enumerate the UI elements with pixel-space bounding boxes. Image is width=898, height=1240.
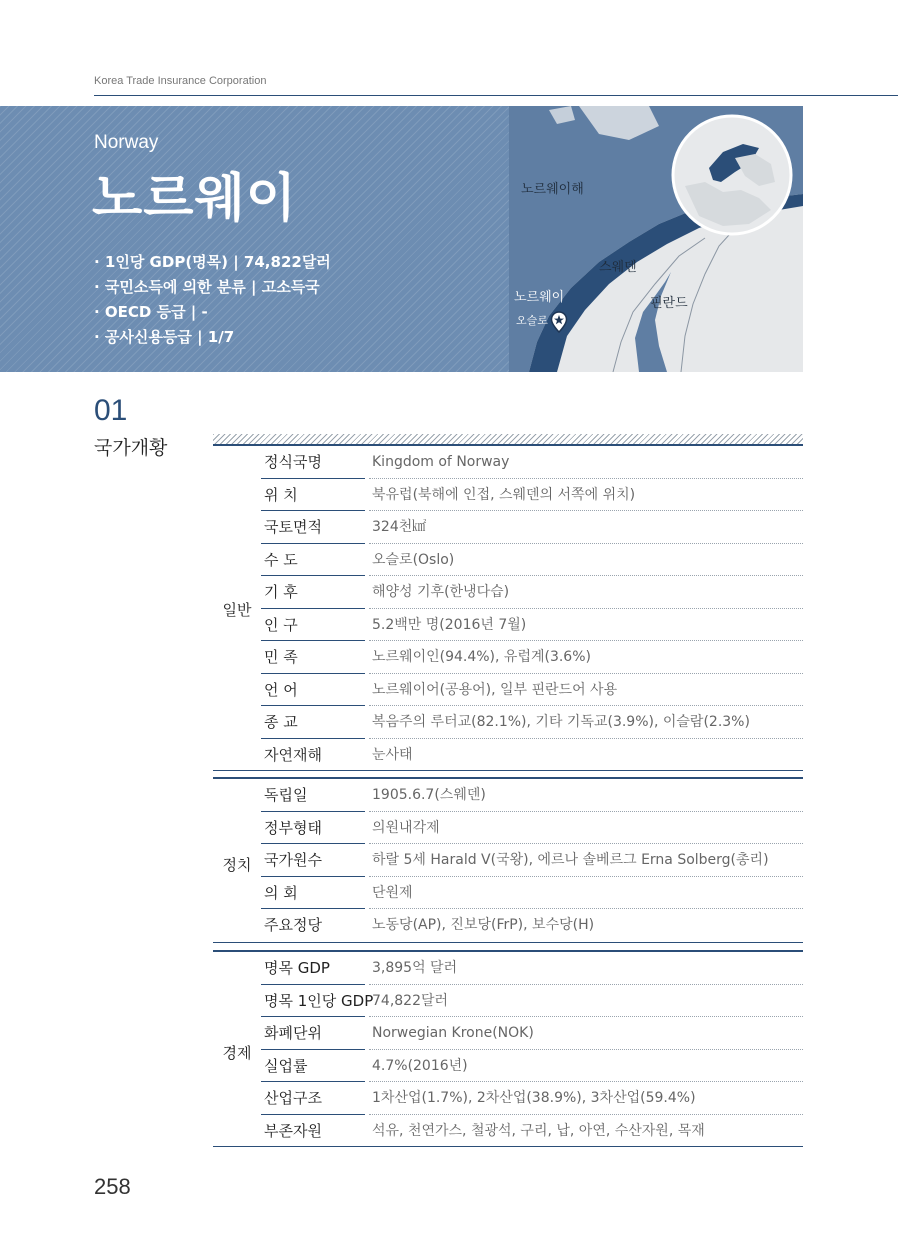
row-key: 인 구 [264, 615, 298, 634]
header-org: Korea Trade Insurance Corporation [94, 75, 267, 87]
info-row [261, 609, 803, 642]
info-row [261, 641, 803, 674]
row-value: 단원제 [372, 884, 413, 901]
row-key: 명목 GDP [264, 959, 330, 977]
location-pin-icon [550, 311, 568, 333]
info-row [261, 844, 803, 877]
fact-gdp: · 1인당 GDP(명목) | 74,822달러 [94, 253, 331, 271]
info-row [261, 779, 803, 812]
row-value: 복음주의 루터교(82.1%), 기타 기독교(3.9%), 이슬람(2.3%) [372, 714, 750, 730]
info-row [261, 1017, 803, 1050]
row-key: 의 회 [264, 883, 298, 902]
row-key: 화폐단위 [264, 1024, 322, 1042]
row-value: 324천㎢ [372, 519, 427, 535]
row-key: 정부형태 [264, 818, 322, 837]
row-value: 노동당(AP), 진보당(FrP), 보수당(H) [372, 917, 595, 933]
row-value: 5.2백만 명(2016년 7월) [372, 616, 527, 633]
info-row [261, 576, 803, 609]
row-key: 국토면적 [264, 518, 322, 536]
info-row [261, 1082, 803, 1115]
row-value: 1차산업(1.7%), 2차산업(38.9%), 3차산업(59.4%) [372, 1090, 696, 1106]
row-key: 위 치 [264, 485, 298, 504]
info-row [261, 1115, 803, 1148]
info-row [261, 739, 803, 772]
map-label-oslo: 오슬로 [516, 314, 548, 327]
info-row [261, 479, 803, 512]
row-value: Kingdom of Norway [372, 454, 510, 470]
row-value: 노르웨이인(94.4%), 유럽계(3.6%) [372, 649, 591, 665]
map-label-norway: 노르웨이 [514, 290, 565, 305]
group-politics [213, 770, 803, 940]
row-value: 오슬로(Oslo) [372, 551, 455, 568]
info-row [261, 985, 803, 1018]
map-label-sweden: 스웨덴 [599, 260, 637, 275]
group-top-rule [213, 942, 803, 943]
info-row [261, 877, 803, 910]
info-row [261, 909, 803, 942]
info-row [261, 674, 803, 707]
row-key: 기 후 [264, 583, 298, 601]
section-hatch-bar [213, 434, 803, 444]
info-row [261, 511, 803, 544]
row-key: 산업구조 [264, 1089, 322, 1107]
section-number: 01 [94, 394, 128, 427]
row-key: 독립일 [264, 786, 308, 804]
group-general [213, 444, 803, 770]
info-row [261, 952, 803, 985]
row-key: 민 족 [264, 648, 298, 666]
row-value: 석유, 천연가스, 철광석, 구리, 납, 아연, 수산자원, 목재 [372, 1122, 705, 1139]
group-top-rule [213, 770, 803, 771]
row-value: Norwegian Krone(NOK) [372, 1025, 534, 1041]
row-key: 종 교 [264, 713, 298, 731]
row-key: 부존자원 [264, 1121, 322, 1140]
header-rule [94, 95, 898, 96]
row-value: 노르웨이어(공용어), 일부 핀란드어 사용 [372, 681, 618, 698]
row-key: 명목 1인당 GDP [264, 991, 374, 1010]
section-title: 국가개황 [94, 437, 168, 459]
row-key: 자연재해 [264, 745, 322, 764]
country-map [509, 106, 803, 372]
row-key: 주요정당 [264, 916, 322, 934]
row-value: 눈사태 [372, 746, 413, 763]
row-value: 하랄 5세 Harald V(국왕), 에르나 솔베르그 Erna Solberg(총리) [372, 852, 769, 868]
info-row [261, 544, 803, 577]
fact-credit-grade: · 공사신용등급 | 1/7 [94, 328, 235, 346]
row-key: 국가원수 [264, 851, 322, 869]
country-name-ko: 노르웨이 [92, 169, 297, 229]
row-value: 4.7%(2016년) [372, 1057, 468, 1074]
map-label-sea: 노르웨이해 [521, 182, 584, 197]
group-label: 일반 [222, 601, 252, 619]
page-number: 258 [94, 1174, 131, 1199]
table-bottom-rule [213, 1146, 803, 1147]
info-row [261, 706, 803, 739]
row-key: 언 어 [264, 680, 298, 699]
row-value: 의원내각제 [372, 819, 440, 836]
map-label-finland: 핀란드 [650, 296, 688, 311]
group-economy [213, 942, 803, 1147]
info-row [261, 446, 803, 479]
row-key: 수 도 [264, 550, 298, 569]
fact-income-class: · 국민소득에 의한 분류 | 고소득국 [94, 278, 320, 296]
row-key: 정식국명 [264, 453, 322, 471]
info-row [261, 1050, 803, 1083]
row-value: 74,822달러 [372, 992, 449, 1009]
info-row [261, 812, 803, 845]
fact-oecd-grade: · OECD 등급 | - [94, 303, 208, 321]
group-label: 경제 [222, 1044, 252, 1062]
country-name-en: Norway [94, 132, 159, 153]
group-label: 정치 [222, 856, 252, 874]
row-key: 실업률 [264, 1056, 308, 1075]
key-facts [94, 250, 331, 350]
row-value: 해양성 기후(한냉다습) [372, 584, 510, 600]
row-value: 3,895억 달러 [372, 960, 458, 976]
row-value: 북유럽(북해에 인접, 스웨덴의 서쪽에 위치) [372, 486, 636, 503]
row-value: 1905.6.7(스웨덴) [372, 787, 486, 803]
